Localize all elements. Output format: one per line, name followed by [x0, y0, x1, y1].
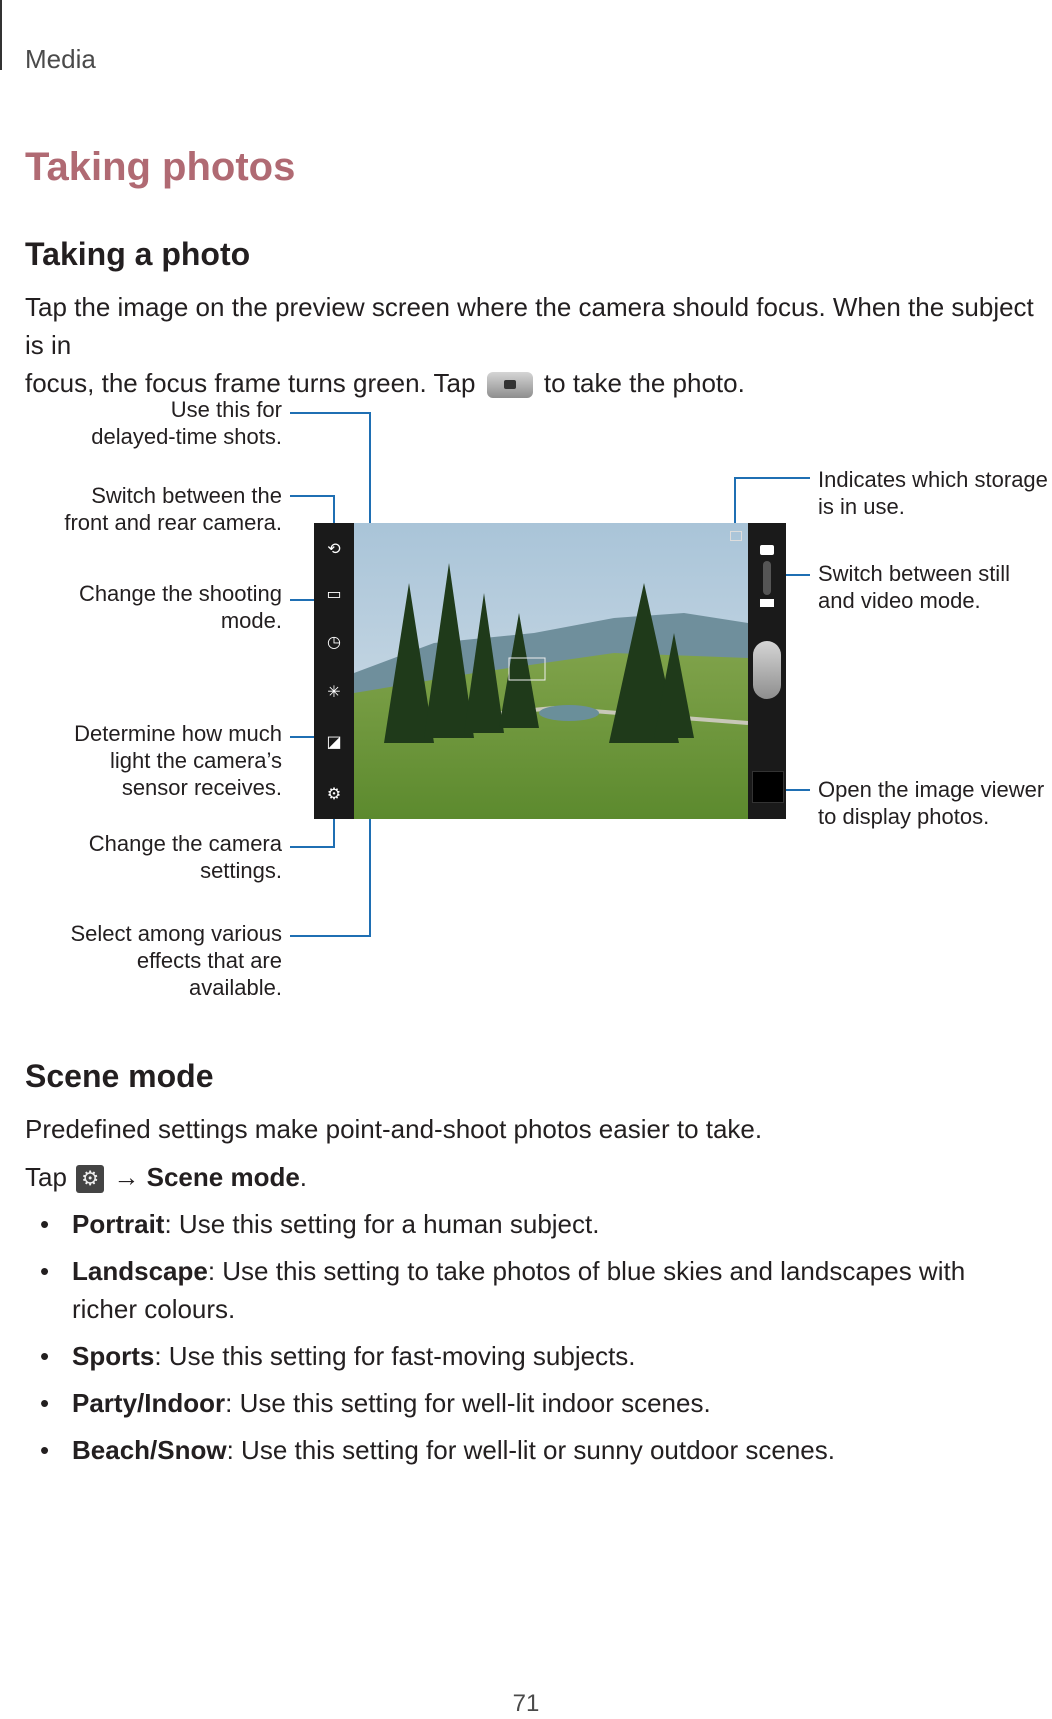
camera-left-toolbar [314, 523, 354, 819]
tap-suffix: . [299, 1162, 308, 1192]
list-item-term: Beach/Snow [72, 1435, 227, 1465]
callout-light-line3: sensor receives. [121, 775, 282, 800]
callout-storage-line1: Indicates which storage [818, 467, 1048, 492]
callout-switch-camera-line2: front and rear camera. [64, 510, 282, 535]
effects-icon[interactable]: ✳ [327, 684, 341, 701]
callout-effects-line2: effects that are [136, 948, 282, 973]
subsection-title-scene-mode: Scene mode [25, 1058, 214, 1094]
page-number: 71 [512, 1690, 540, 1717]
callout-settings-line2: settings. [200, 858, 282, 883]
camera-preview-screen [314, 523, 786, 819]
callout-storage [818, 466, 1048, 520]
callout-light-line2: light the camera’s [109, 748, 282, 773]
callout-effects-line1: Select among various [70, 921, 282, 946]
callout-viewer-line1: Open the image viewer [818, 777, 1045, 802]
callout-switch-camera [40, 482, 282, 536]
list-item-desc: : Use this setting to take photos of blue skies and landscapes with richer colours. [72, 1256, 966, 1324]
settings-gear-icon: ⚙ [76, 1165, 104, 1193]
callout-video-mode [818, 560, 1048, 614]
callout-storage-line2: is in use. [818, 494, 905, 519]
still-camera-icon [760, 545, 774, 555]
callout-delayed-line1: Use this for [170, 397, 282, 422]
tap-arrow: → [113, 1162, 140, 1192]
list-item-desc: : Use this setting for well-lit or sunny outdoor scenes. [226, 1435, 835, 1465]
scene-mode-instruction [25, 1158, 1025, 1196]
callout-viewer-line2: to display photos. [818, 804, 990, 829]
intro-line-2-end: to take the photo. [543, 368, 745, 398]
callout-settings [40, 830, 282, 884]
callout-viewer [818, 776, 1048, 830]
preview-landscape-image [354, 523, 748, 819]
gear-icon[interactable]: ⚙ [326, 786, 342, 803]
shutter-button[interactable] [753, 641, 781, 699]
tap-prefix: Tap [25, 1162, 67, 1192]
callout-delayed [40, 396, 282, 450]
callout-video-mode-line2: and video mode. [818, 588, 981, 613]
callout-shooting-mode-line1: Change the shooting [78, 581, 282, 606]
list-item: • Beach/Snow: Use this setting for well-lit or sunny outdoor scenes. [40, 1435, 835, 1465]
still-video-toggle[interactable] [763, 561, 771, 595]
timer-icon[interactable]: ◷ [327, 634, 341, 651]
list-item: • Portrait: Use this setting for a human subject. [40, 1209, 600, 1239]
list-item: • Sports: Use this setting for fast-moving subjects. [40, 1341, 636, 1371]
list-item-term: Landscape [72, 1256, 208, 1286]
list-item-desc: : Use this setting for a human subject. [164, 1209, 600, 1239]
callout-shooting-mode [40, 580, 282, 634]
callout-video-mode-line1: Switch between still [818, 561, 1010, 586]
intro-line-1: Tap the image on the preview screen where the camera should focus. When the subject is in [25, 292, 1034, 360]
list-item-term: Party/Indoor [72, 1388, 226, 1418]
list-item-desc: : Use this setting for well-lit indoor scenes. [225, 1388, 711, 1418]
callout-effects-line3: available. [189, 975, 282, 1000]
storage-icon [730, 531, 742, 541]
callout-delayed-line2: delayed-time shots. [91, 424, 282, 449]
callout-light [40, 720, 282, 801]
scene-mode-paragraph: Predefined settings make point-and-shoot photos easier to take. [25, 1114, 763, 1144]
section-title: Taking photos [25, 145, 296, 189]
video-camera-icon [760, 599, 774, 607]
exposure-icon[interactable]: ◪ [326, 734, 342, 751]
callout-light-line1: Determine how much [74, 721, 282, 746]
list-item: • Landscape: Use this setting to take photos of blue skies and landscapes with richer colours. [40, 1256, 966, 1324]
callout-effects [40, 920, 282, 1001]
list-item-term: Sports [72, 1341, 155, 1371]
tap-target: Scene mode [146, 1162, 300, 1192]
list-item-term: Portrait [72, 1209, 165, 1239]
callout-shooting-mode-line2: mode. [220, 608, 282, 633]
intro-line-2-start: focus, the focus frame turns green. Tap [25, 368, 476, 398]
running-head: Media [25, 44, 96, 74]
switch-camera-icon[interactable]: ⟲ [327, 541, 341, 558]
callout-switch-camera-line1: Switch between the [91, 483, 282, 508]
callout-settings-line1: Change the camera [88, 831, 282, 856]
subsection-title-taking-photo: Taking a photo [25, 236, 251, 272]
image-viewer-thumbnail[interactable] [752, 771, 784, 803]
list-item: • Party/Indoor: Use this setting for well-lit indoor scenes. [40, 1388, 711, 1418]
shooting-mode-icon[interactable]: ▭ [326, 586, 342, 603]
list-item-desc: : Use this setting for fast-moving subjects. [154, 1341, 636, 1371]
camera-right-toolbar [748, 523, 786, 819]
